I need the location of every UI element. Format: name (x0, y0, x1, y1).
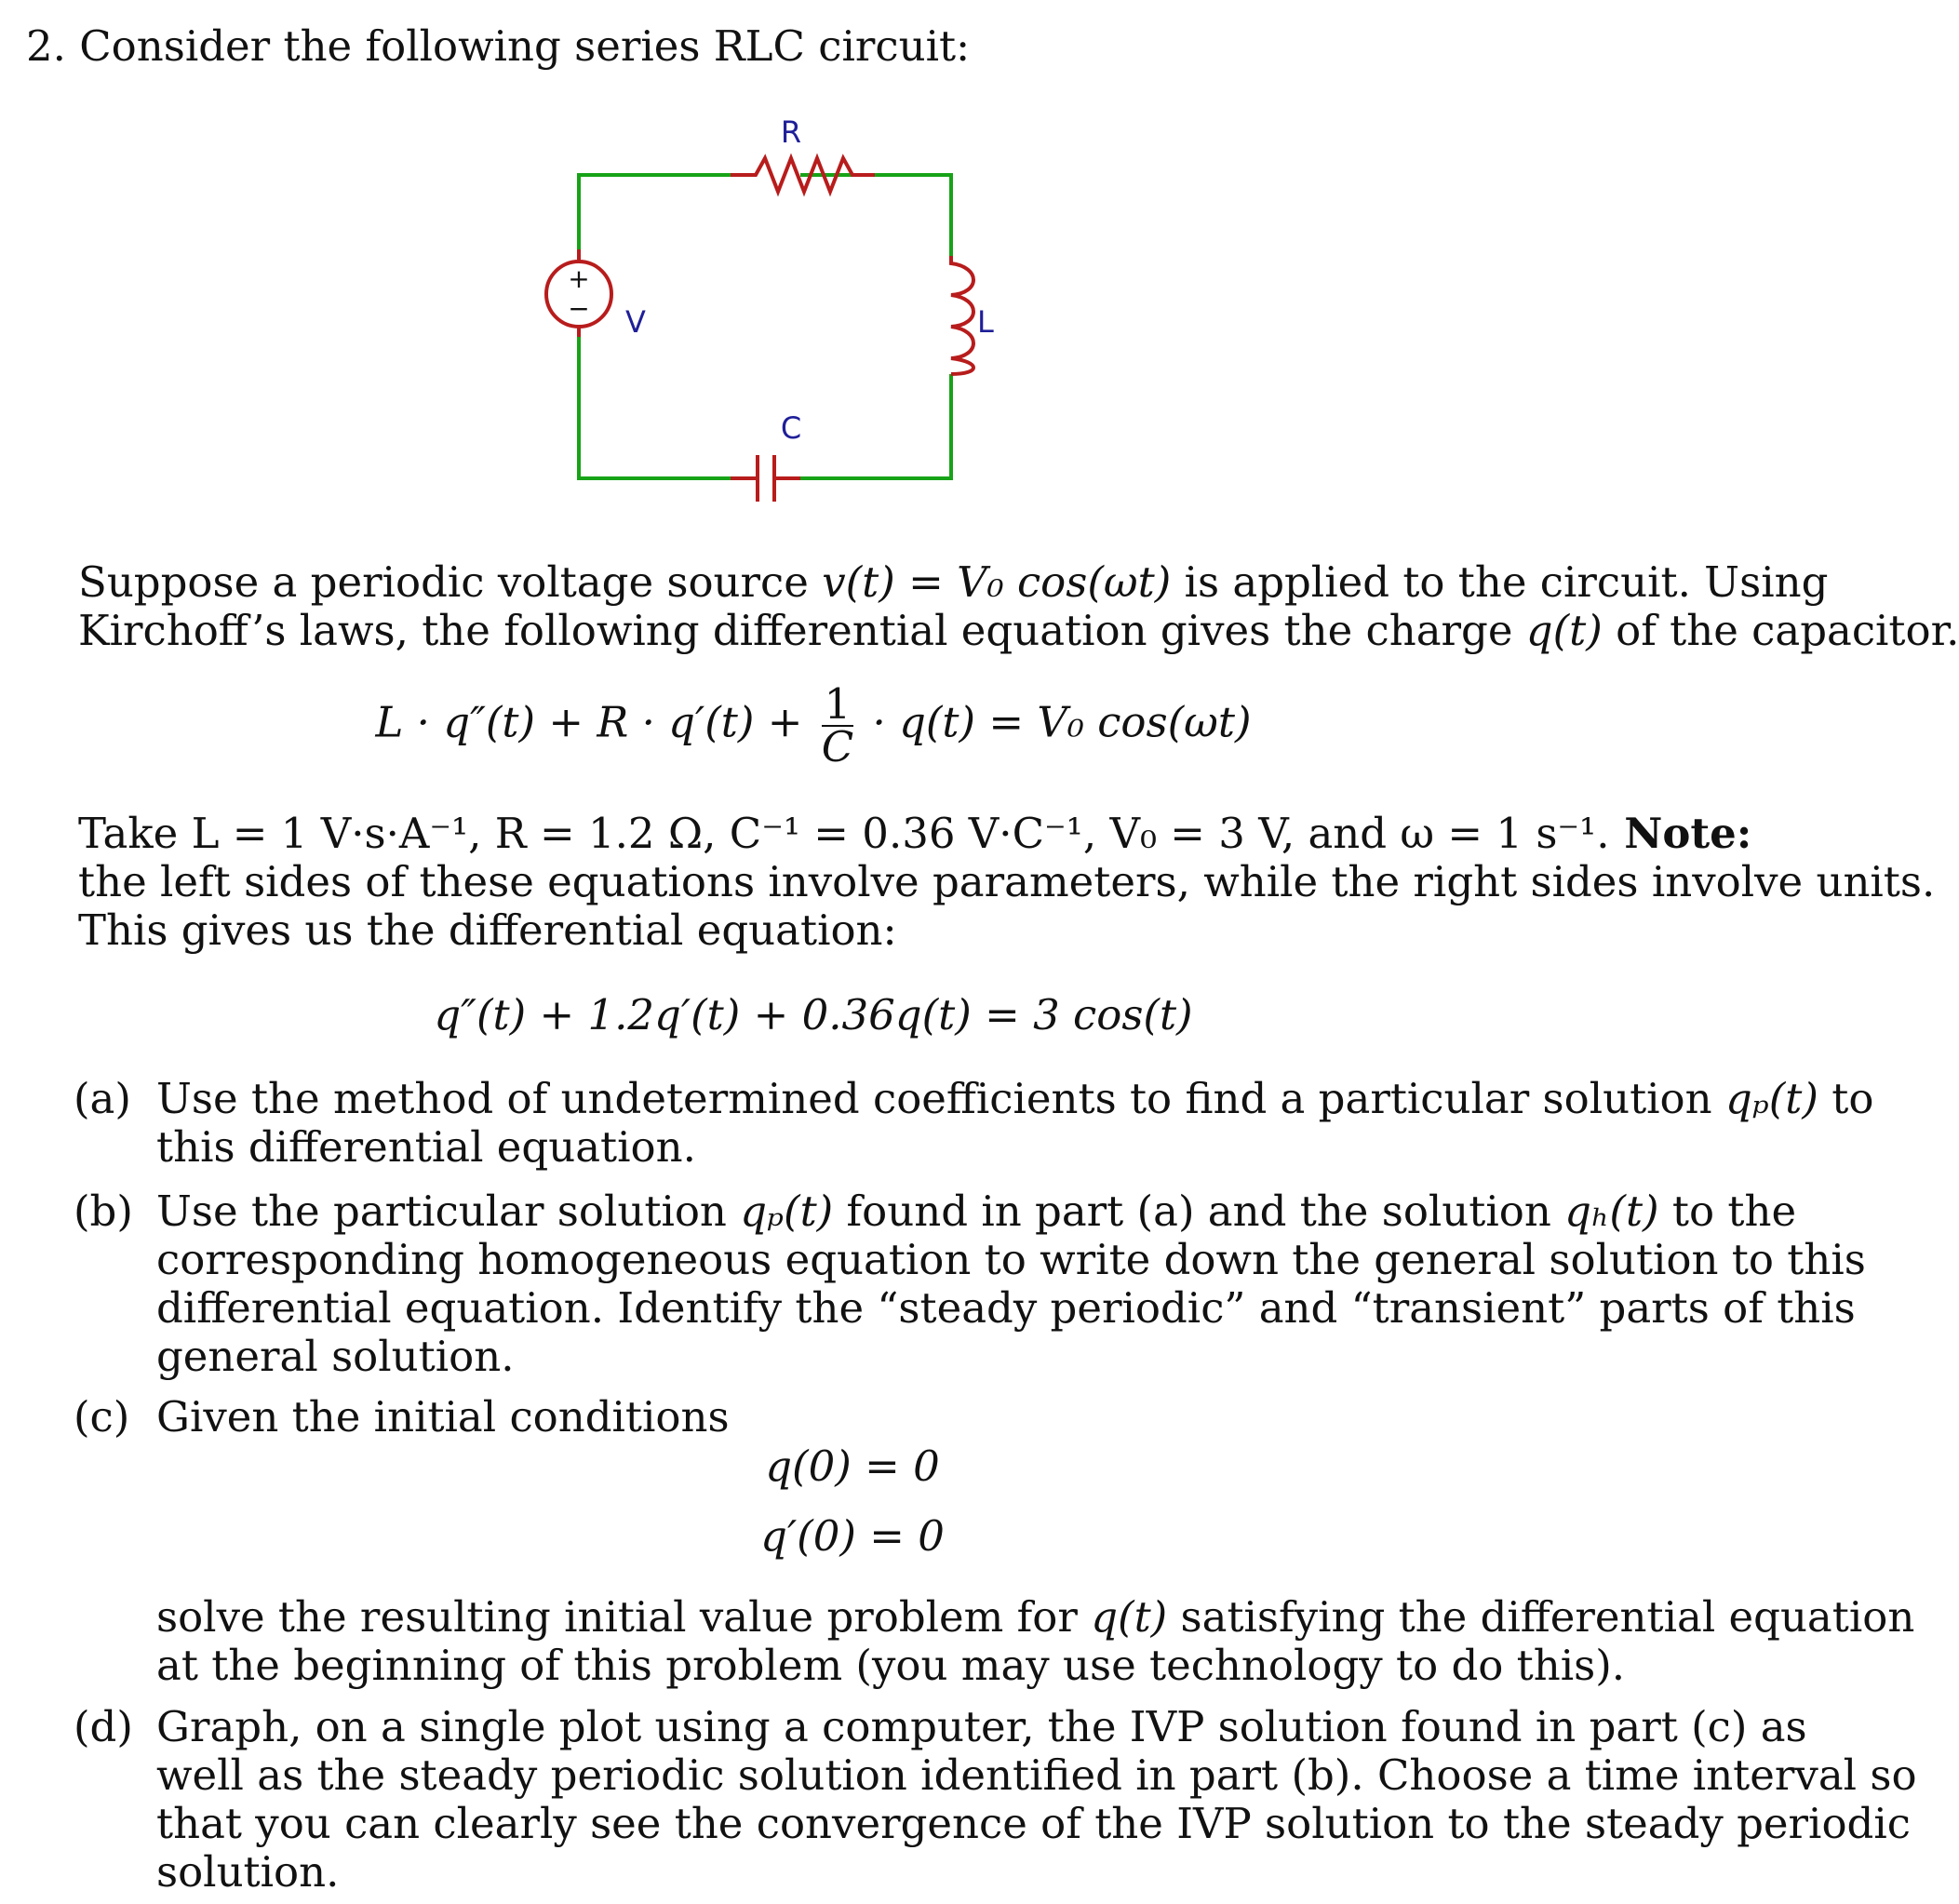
part-b (74, 1187, 1866, 1381)
wire-top-left (579, 175, 731, 249)
fraction-one-over-c: $\frac{1}{C}$ (821, 679, 854, 771)
resistor-label: R (780, 114, 802, 150)
rlc-circuit-diagram (521, 107, 1005, 516)
parameter-values: L = 1 V·s·A⁻¹, R = 1.2 Ω, C⁻¹ = 0.36 V·C⁻¹, V₀ = 3 V, and ω = 1 s⁻¹. (191, 809, 1610, 858)
part-c-line-1: Given the initial conditions (156, 1392, 730, 1441)
part-d-label: (d) (74, 1702, 133, 1751)
equation-general: L · q″(t) + R · q′(t) + $\frac{1}{C}$ · q(t) = V₀ cos(ωt) (375, 679, 1252, 771)
voltage-expression: v(t) = V₀ cos(ωt) (822, 557, 1172, 607)
inductor-label: L (977, 304, 994, 340)
initial-condition-2: q′(0) = 0 (760, 1511, 945, 1561)
wire-bottom-left (579, 337, 731, 478)
part-c-continued (156, 1592, 1915, 1690)
part-b-label: (b) (74, 1187, 133, 1236)
paragraph-intro-line-1: Suppose a periodic voltage source v(t) = V₀ cos(ωt) is applied to the circuit. Using (78, 557, 1829, 607)
wire-bottom-right (800, 374, 951, 478)
part-c-line-3: at the beginning of this problem (you may use technology to do this). (156, 1641, 1626, 1690)
part-b-line-1: Use the particular solution qₚ(t) found in part (a) and the solution qₕ(t) to the (156, 1187, 1797, 1236)
initial-condition-1: q(0) = 0 (765, 1441, 940, 1491)
part-c-line-2: solve the resulting initial value problem for q(t) satisfying the differential equation (156, 1592, 1915, 1642)
part-d-line-3: that you can clearly see the convergence of the IVP solution to the steady periodic (156, 1799, 1911, 1848)
paragraph-parameters-line-1: Take L = 1 V·s·A⁻¹, R = 1.2 Ω, C⁻¹ = 0.36 V·C⁻¹, V₀ = 3 V, and ω = 1 s⁻¹. Note: (78, 809, 1752, 858)
source-minus-sign: − (568, 293, 590, 324)
part-a-line-1: Use the method of undetermined coefficients to find a particular solution qₚ(t) to (156, 1074, 1874, 1123)
problem-intro: Consider the following series RLC circuit: (79, 21, 971, 71)
equation-specific: q″(t) + 1.2q′(t) + 0.36q(t) = 3 cos(t) (434, 990, 1193, 1039)
capacitor-label: C (780, 410, 802, 446)
part-b-line-2: corresponding homogeneous equation to write down the general solution to this (156, 1235, 1866, 1284)
part-d-line-1: Graph, on a single plot using a computer, the IVP solution found in part (c) as (156, 1702, 1807, 1751)
note-label: Note: (1609, 809, 1752, 858)
part-c-label: (c) (74, 1392, 130, 1441)
part-d-line-2: well as the steady periodic solution identified in part (b). Choose a time interval so (156, 1750, 1917, 1800)
paragraph-intro (78, 557, 1959, 655)
part-c (74, 1392, 1549, 1441)
inductor-coil (951, 256, 973, 374)
source-label: V (625, 304, 646, 340)
part-a (74, 1074, 1874, 1172)
part-b-line-3: differential equation. Identify the “steady periodic” and “transient” parts of this (156, 1283, 1856, 1333)
part-d-line-4: solution. (156, 1847, 340, 1897)
paragraph-parameters-line-3: This gives us the differential equation: (78, 905, 897, 955)
part-a-label: (a) (74, 1074, 131, 1123)
source-plus-sign: + (568, 263, 590, 294)
paragraph-intro-line-2: Kirchoff’s laws, the following differential equation gives the charge q(t) of the capacitor. (78, 606, 1959, 655)
wire-top-right (800, 175, 951, 256)
part-b-line-4: general solution. (156, 1332, 515, 1381)
paragraph-parameters-line-2: the left sides of these equations involve parameters, while the right sides involve units. (78, 857, 1936, 906)
capacitor (731, 455, 800, 502)
problem-number: 2. (26, 21, 66, 71)
part-d (74, 1702, 1917, 1897)
inductor (951, 256, 973, 374)
problem-heading (26, 22, 970, 71)
paragraph-parameters (78, 809, 1936, 955)
charge-symbol: q(t) (1525, 606, 1603, 655)
part-a-line-2: this differential equation. (156, 1122, 696, 1172)
